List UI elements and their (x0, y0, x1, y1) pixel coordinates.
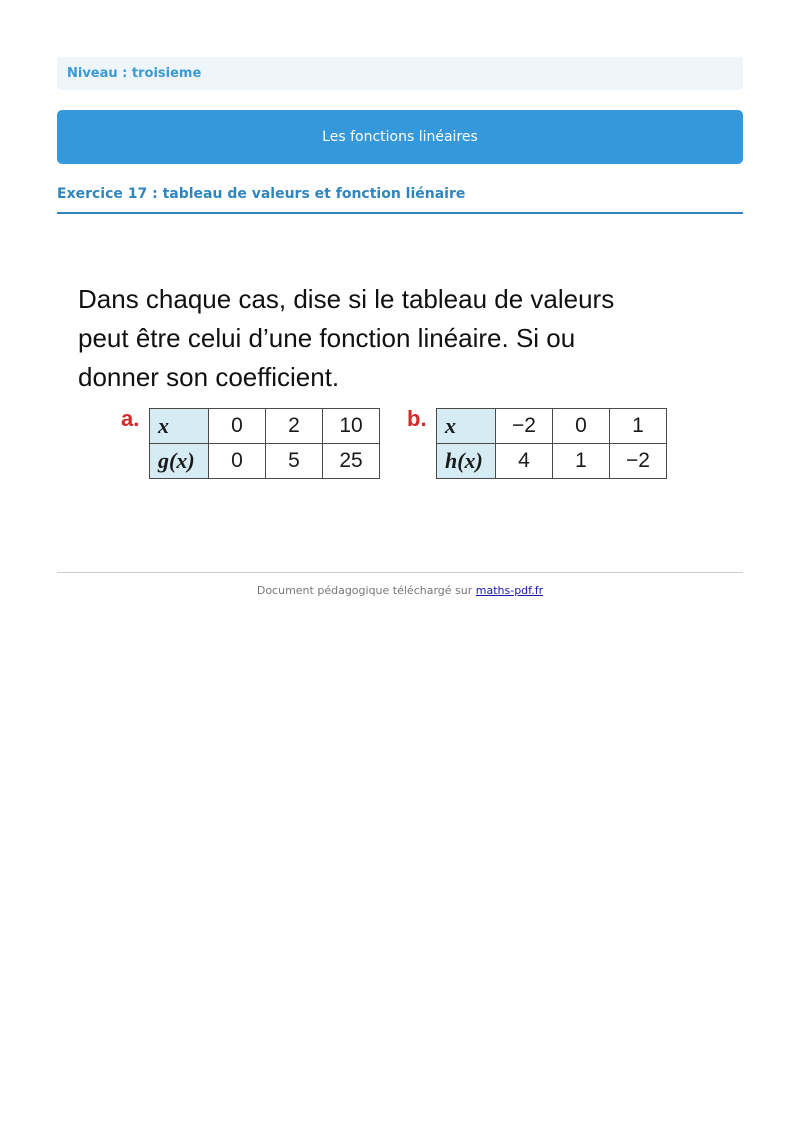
table-row (437, 444, 667, 479)
table-cell: 25 (323, 444, 380, 479)
table-a-x-header: x (150, 409, 209, 444)
table-b-h-header: h(x) (437, 444, 496, 479)
table-row (150, 409, 380, 444)
table-b (436, 408, 667, 479)
table-a (149, 408, 380, 479)
table-cell: −2 (610, 444, 667, 479)
footer-text: Document pédagogique téléchargé sur (256, 584, 476, 597)
table-cell: −2 (496, 409, 553, 444)
table-cell: 2 (266, 409, 323, 444)
table-cell: 1 (610, 409, 667, 444)
table-cell: 0 (209, 409, 266, 444)
exercise-heading: Exercice 17 : tableau de valeurs et fonction liénaire (57, 186, 743, 214)
instruction-line-3: donner son coefficient. (78, 362, 340, 392)
footer-site-link[interactable]: maths-pdf.fr (475, 584, 544, 597)
footer-divider (57, 572, 743, 573)
table-row (437, 409, 667, 444)
table-cell: 0 (553, 409, 610, 444)
table-a-g-header: g(x) (150, 444, 209, 479)
table-cell: 4 (496, 444, 553, 479)
table-a-label: a. (121, 406, 140, 431)
table-b-label: b. (407, 406, 427, 431)
instruction-line-1: Dans chaque cas, dise si le tableau de valeurs (78, 284, 615, 314)
level-badge (57, 57, 743, 90)
footer (57, 584, 743, 597)
chapter-title-banner (57, 110, 743, 164)
instruction-line-2: peut être celui d’une fonction linéaire. Si ou (78, 323, 576, 353)
table-cell: 5 (266, 444, 323, 479)
table-cell: 10 (323, 409, 380, 444)
table-cell: 1 (553, 444, 610, 479)
level-text: Niveau : troisieme (67, 66, 202, 81)
table-b-x-header: x (437, 409, 496, 444)
table-cell: 0 (209, 444, 266, 479)
chapter-title: Les fonctions linéaires (322, 129, 478, 145)
exercise-instructions (78, 280, 698, 397)
table-row (150, 444, 380, 479)
